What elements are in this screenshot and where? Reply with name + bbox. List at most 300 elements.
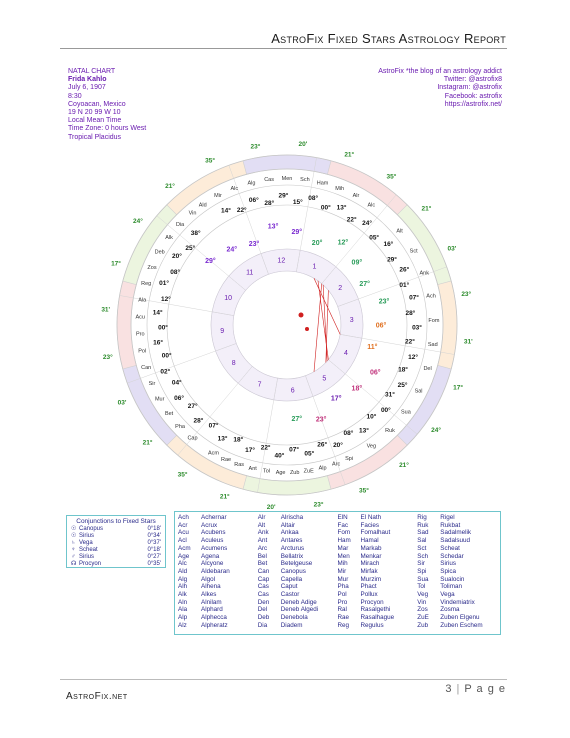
chart-coords: 19 N 20 99 W 10 (68, 109, 121, 117)
star-name: Cas (264, 177, 274, 184)
abbreviation-row (338, 583, 418, 591)
star-full-name: Vindemiatrix (440, 598, 475, 606)
conjunction-orb: 0°37' (147, 540, 161, 546)
star-abbreviation: Ral (337, 606, 347, 614)
star-full-name: Alpheratz (201, 621, 228, 629)
abbreviation-row (338, 553, 418, 561)
star-full-name: Capella (280, 575, 303, 583)
promo-url[interactable]: https://astrofix.net/ (444, 100, 502, 108)
star-name: Mih (335, 185, 345, 192)
star-abbreviation: Sir (417, 560, 425, 568)
star-abbreviation: Ank (257, 529, 269, 537)
degree-label: 25° (185, 244, 196, 252)
wheel-ring (131, 169, 443, 481)
star-abbreviation: Mih (337, 560, 348, 568)
star-abbreviation: Den (257, 598, 270, 606)
star-name: Sir (148, 381, 156, 388)
cusp-label: 21° (165, 183, 175, 191)
star-name: ZuE (303, 468, 314, 475)
page-separator: | (456, 683, 461, 695)
star-full-name: Regulus (360, 621, 384, 629)
star-name: Dia (175, 222, 185, 229)
star-full-name: Ankaa (280, 529, 299, 537)
conjunction-star: Vega (79, 540, 93, 546)
star-name: Zub (289, 469, 300, 476)
star-name: Age (275, 469, 286, 476)
star-name: Mur (154, 396, 165, 403)
star-full-name: Procyon (360, 598, 384, 606)
star-full-name: Vega (440, 591, 455, 599)
abbreviation-row (178, 537, 258, 545)
star-full-name: Schedar (440, 552, 464, 560)
abbreviation-row (417, 622, 497, 630)
conjunctions-box (66, 515, 166, 568)
star-full-name: Zuben Elgenu (440, 614, 480, 622)
star-name: Alc (230, 185, 239, 192)
promo-facebook[interactable]: Facebook: astrofix (444, 92, 502, 100)
star-full-name: Menkar (360, 552, 382, 560)
abbreviation-row (417, 537, 497, 545)
star-name: Men (281, 176, 293, 182)
star-full-name: Caput (280, 583, 298, 591)
star-full-name: Pollux (360, 591, 378, 599)
degree-label: 22° (260, 444, 271, 452)
star-abbreviation: Fom (337, 529, 351, 537)
star-full-name: Mirach (360, 560, 380, 568)
degree-label: 00° (320, 204, 331, 212)
abbreviation-row (417, 529, 497, 537)
star-full-name: Sadalsuud (440, 537, 471, 545)
cusp-label: 03' (447, 245, 457, 253)
star-abbreviation: Pro (337, 598, 348, 606)
conjunction-row (67, 540, 165, 547)
star-name: Pol (138, 348, 147, 355)
star-name: Spi (345, 456, 354, 463)
house-number: 2 (338, 285, 343, 293)
planet-degree: 29° (291, 229, 303, 237)
house-cusp-line (322, 195, 397, 284)
star-name: Ant (248, 465, 257, 472)
star-abbreviation: Acr (178, 521, 188, 529)
star-name: Arc (331, 461, 341, 468)
star-full-name: Algol (201, 575, 216, 583)
planet-degree: 27° (359, 281, 370, 289)
abbreviation-row (258, 537, 338, 545)
degree-label: 28° (405, 310, 416, 318)
abbreviation-row (258, 622, 338, 630)
star-full-name: Alrischa (280, 514, 304, 521)
cusp-label: 23° (313, 501, 324, 509)
abbreviation-row (417, 514, 497, 522)
star-name: Cap (187, 435, 198, 442)
star-name: Can (141, 365, 152, 372)
conjunction-row (67, 554, 165, 561)
cusp-label: 20' (298, 141, 308, 149)
conjunction-star: Sirius (79, 533, 95, 539)
conjunction-planet-glyph: ♂ (71, 554, 76, 560)
star-full-name: Deneb Algedi (280, 606, 319, 614)
star-abbreviation: Pol (337, 591, 347, 599)
abbreviation-row (178, 606, 258, 614)
star-name: Alt (396, 228, 403, 235)
star-full-name: Betelgeuse (280, 560, 313, 568)
conjunction-row (67, 547, 165, 554)
abbreviation-row (258, 576, 338, 584)
degree-label: 26° (399, 266, 410, 274)
planet-degree: 12° (337, 239, 349, 247)
abbreviation-row (258, 606, 338, 614)
star-abbreviation: Men (337, 552, 350, 560)
zodiac-sign-segment (397, 365, 451, 445)
planet-degree: 24° (226, 246, 238, 254)
star-abbreviation: Vin (417, 598, 427, 606)
star-full-name: Phact (360, 583, 377, 591)
abbreviation-row (178, 614, 258, 622)
star-name: Ruk (385, 427, 395, 434)
degree-label: 40° (274, 452, 285, 460)
star-abbreviation: Rae (337, 614, 350, 622)
abbreviation-row (338, 606, 418, 614)
planet-degree: 23° (315, 416, 327, 424)
degree-label: 16° (383, 241, 394, 249)
abbreviation-row (417, 568, 497, 576)
abbreviation-row (338, 614, 418, 622)
conjunction-orb: 0°18' (147, 547, 161, 553)
footer-site[interactable]: AstroFix.net (66, 691, 128, 702)
star-full-name: Deneb Adige (280, 598, 317, 606)
abbreviation-row (417, 576, 497, 584)
header-divider (60, 48, 507, 49)
abbreviation-row (178, 545, 258, 553)
star-abbreviation: Mar (337, 544, 349, 552)
star-abbreviation: Sch (417, 552, 429, 560)
abbreviation-row (258, 514, 338, 522)
degree-label: 01° (399, 282, 410, 290)
abbreviation-row (178, 583, 258, 591)
star-name: Reg (141, 280, 152, 287)
cusp-label: 23° (250, 143, 261, 151)
abbreviation-row (178, 529, 258, 537)
star-name: Ala (138, 297, 147, 304)
degree-label: 15° (292, 198, 303, 206)
star-full-name: Agena (201, 552, 220, 560)
star-name: Ank (419, 270, 429, 277)
star-name: Sct (409, 248, 418, 255)
conjunctions-title: Conjunctions to Fixed Stars (76, 518, 156, 525)
star-abbreviation: Alk (178, 591, 187, 599)
house-number: 1 (312, 263, 317, 271)
degree-label: 00° (380, 406, 391, 414)
star-name: Deb (154, 249, 165, 256)
star-abbreviation: Veg (417, 591, 429, 599)
abbreviation-row (338, 514, 418, 522)
promo-twitter[interactable]: Twitter: @astrofix8 (443, 76, 502, 84)
degree-label: 08° (308, 195, 319, 203)
cusp-label: 35° (205, 157, 216, 165)
star-abbreviation: Bel (257, 552, 267, 560)
star-abbreviation: ZuE (417, 614, 429, 622)
star-name: Pro (135, 331, 145, 338)
degree-label: 01° (159, 280, 169, 288)
degree-label: 08° (343, 430, 354, 438)
chart-name: Frida Kahlo (68, 76, 107, 84)
star-abbreviation: Sal (417, 537, 427, 545)
degree-label: 27° (187, 402, 198, 410)
cusp-label: 35° (358, 487, 369, 495)
abbreviation-row (338, 622, 418, 630)
abbreviation-row (417, 553, 497, 561)
star-abbreviation: Acu (178, 529, 189, 537)
degree-label: 12° (160, 295, 171, 303)
star-abbreviation-table (174, 511, 501, 635)
degree-label: 00° (158, 324, 168, 332)
abbreviation-row (338, 537, 418, 545)
conjunction-planet-glyph: ☊ (71, 561, 77, 567)
star-abbreviation: Bet (257, 560, 268, 568)
abbreviation-row (338, 591, 418, 599)
abbreviation-row (178, 576, 258, 584)
star-full-name: Scheat (440, 544, 460, 552)
star-name: Tol (263, 468, 271, 475)
star-full-name: Castor (280, 591, 300, 599)
abbreviation-row (417, 545, 497, 553)
star-abbreviation: Dia (257, 621, 268, 629)
planet-degree: 09° (351, 259, 363, 267)
conjunction-planet-glyph: ♆ (71, 547, 76, 553)
star-full-name: Aldebaran (201, 567, 230, 575)
star-full-name: Alnilam (201, 598, 222, 606)
abbreviation-row (178, 599, 258, 607)
wheel-ring (233, 271, 341, 379)
cusp-label: 23° (102, 354, 113, 362)
abbreviation-row (178, 514, 258, 522)
star-full-name: Rasalgethi (360, 606, 391, 614)
degree-label: 05° (369, 234, 380, 242)
abbreviation-row (338, 576, 418, 584)
conjunction-orb: 0°27' (147, 554, 161, 560)
star-full-name: Acrux (201, 521, 218, 529)
star-name: Fom (428, 317, 440, 324)
degree-label: 00° (161, 352, 172, 360)
degree-label: 20° (333, 442, 343, 450)
star-name: Ras (234, 461, 245, 468)
degree-label: 06° (248, 196, 259, 204)
star-abbreviation: Fac (337, 521, 348, 529)
chart-place: Coyoacan, Mexico (68, 100, 126, 108)
page-number-value: 3 (445, 683, 453, 695)
degree-label: 14° (221, 207, 231, 215)
page-number (445, 683, 506, 695)
star-full-name: Acumens (201, 544, 228, 552)
star-name: Sch (300, 177, 310, 184)
report-title: AstroFix Fixed Stars Astrology Report (271, 31, 506, 46)
star-abbreviation: Ach (178, 514, 189, 521)
conjunction-orb: 0°35' (147, 561, 161, 567)
star-full-name: Achernar (201, 514, 227, 521)
abbreviation-row (178, 622, 258, 630)
star-full-name: Toliman (440, 583, 462, 591)
star-abbreviation: Alr (257, 514, 266, 521)
abbreviation-row (417, 583, 497, 591)
abbreviation-column (178, 514, 258, 630)
degree-label: 16° (153, 339, 164, 347)
abbreviation-row (258, 568, 338, 576)
star-name: Acu (135, 314, 145, 321)
star-full-name: Alphecca (201, 614, 227, 622)
degree-label: 38° (190, 229, 201, 237)
degree-label: 03° (412, 324, 422, 332)
cusp-label: 24° (132, 218, 143, 226)
star-full-name: Rigel (440, 514, 455, 521)
star-abbreviation: Alc (178, 560, 187, 568)
cusp-label: 21° (142, 439, 153, 447)
cusp-label: 17° (453, 384, 463, 392)
star-abbreviation: Acm (178, 544, 191, 552)
star-abbreviation: Alp (178, 614, 188, 622)
house-number: 3 (349, 316, 354, 324)
star-abbreviation: Rig (417, 514, 427, 521)
star-abbreviation: Deb (257, 614, 270, 622)
star-abbreviation: Alz (178, 621, 187, 629)
star-abbreviation: Cas (257, 591, 269, 599)
planet-degree: 06° (369, 369, 381, 377)
promo-instagram[interactable]: Instagram: @astrofix (437, 84, 502, 92)
abbreviation-row (417, 522, 497, 530)
promo-line-1: AstroFix *the blog of an astrology addict (378, 68, 502, 75)
star-full-name: Sualocin (440, 575, 465, 583)
planet-degree: 29° (205, 258, 216, 266)
cusp-label: 03' (117, 399, 127, 407)
cusp-label: 24° (431, 426, 442, 434)
abbreviation-row (258, 591, 338, 599)
wheel-group (101, 141, 473, 511)
house-number: 11 (246, 269, 254, 277)
star-name: Sad (427, 342, 438, 349)
star-abbreviation: Ant (257, 537, 268, 545)
star-abbreviation: Sct (417, 544, 427, 552)
aspect-point (305, 327, 309, 331)
conjunction-planet-glyph: ☉ (71, 533, 77, 539)
planet-degree: 18° (351, 385, 363, 393)
degree-label: 28° (193, 417, 204, 425)
star-name: Mir (214, 193, 222, 200)
degree-label: 29° (278, 192, 289, 200)
degree-label: 13° (217, 435, 228, 443)
star-full-name: Sirius (440, 560, 456, 568)
conjunction-star: Procyon (79, 561, 102, 567)
conjunction-orb: 0°34' (147, 533, 161, 539)
star-full-name: Rukbat (440, 521, 461, 529)
star-full-name: El Nath (360, 514, 382, 521)
degree-label: 04° (171, 379, 182, 387)
planet-degree: 17° (330, 395, 342, 403)
conjunction-star: Scheat (79, 547, 98, 553)
cusp-label: 23° (461, 290, 472, 298)
aspect-line (318, 281, 328, 360)
abbreviation-columns (175, 512, 500, 632)
star-full-name: Spica (440, 567, 457, 575)
cusp-label: 21° (399, 461, 409, 469)
star-full-name: Canopus (280, 567, 306, 575)
star-full-name: Altair (280, 521, 296, 529)
star-full-name: Zuben Eschem (440, 621, 483, 629)
abbreviation-row (417, 606, 497, 614)
star-name: Ald (198, 202, 207, 209)
star-name: Ham (316, 180, 329, 187)
degree-label: 10° (366, 413, 377, 421)
star-abbreviation: Arc (257, 544, 268, 552)
star-full-name: Alcyone (201, 560, 224, 568)
star-abbreviation: Aln (178, 598, 188, 606)
degree-label: 07° (208, 422, 219, 430)
star-abbreviation: Zub (417, 621, 429, 629)
star-name: Alr (352, 193, 360, 200)
conjunction-planet-glyph: ♄ (71, 540, 76, 546)
conjunction-orb: 0°18' (147, 526, 161, 532)
conjunction-row (67, 526, 165, 533)
abbreviation-row (258, 583, 338, 591)
abbreviation-row (417, 591, 497, 599)
house-number: 5 (322, 375, 327, 383)
conjunction-star: Sirius (79, 554, 95, 560)
star-full-name: Rasalhague (360, 614, 395, 622)
star-abbreviation: Can (257, 567, 270, 575)
star-full-name: Antares (280, 537, 303, 545)
star-abbreviation: Acl (178, 537, 187, 545)
abbreviation-row (338, 522, 418, 530)
abbreviation-row (417, 599, 497, 607)
cusp-label: 17° (111, 260, 121, 268)
house-number: 7 (257, 381, 262, 389)
chart-time-type: Local Mean Time (68, 117, 122, 125)
star-name: Zos (147, 264, 157, 271)
star-name: Sua (401, 409, 411, 416)
cusp-label: 31' (101, 306, 111, 314)
star-abbreviation: Alh (178, 583, 188, 591)
degree-label: 28° (264, 199, 275, 207)
abbreviation-row (178, 591, 258, 599)
degree-label: 07° (409, 294, 419, 302)
star-abbreviation: Ruk (417, 521, 429, 529)
degree-label: 06° (174, 394, 184, 402)
star-full-name: Alkes (201, 591, 217, 599)
star-name: Pha (175, 423, 185, 430)
degree-label: 18° (233, 436, 244, 444)
abbreviation-row (178, 568, 258, 576)
star-abbreviation: Reg (337, 621, 350, 629)
degree-label: 07° (289, 446, 300, 454)
star-abbreviation: Cas (257, 583, 269, 591)
degree-label: 22° (346, 216, 357, 224)
degree-label: 22° (405, 338, 415, 346)
star-abbreviation: Del (257, 606, 268, 614)
abbreviation-row (338, 529, 418, 537)
star-abbreviation: Ald (178, 567, 188, 575)
aspect-line (314, 284, 322, 372)
planet-degree: 11° (367, 343, 378, 351)
zodiac-sign-segment (123, 205, 177, 288)
abbreviation-row (338, 599, 418, 607)
chart-time: 8:30 (68, 92, 82, 100)
star-full-name: Murzim (360, 575, 382, 583)
chart-date: July 6, 1907 (68, 84, 106, 92)
star-name: Alp (318, 465, 327, 472)
zodiac-sign-segment (123, 365, 177, 445)
house-number: 6 (290, 387, 295, 395)
star-full-name: Facies (360, 521, 380, 529)
conjunctions-list (67, 526, 165, 568)
conjunction-planet-glyph: ☉ (71, 526, 77, 532)
